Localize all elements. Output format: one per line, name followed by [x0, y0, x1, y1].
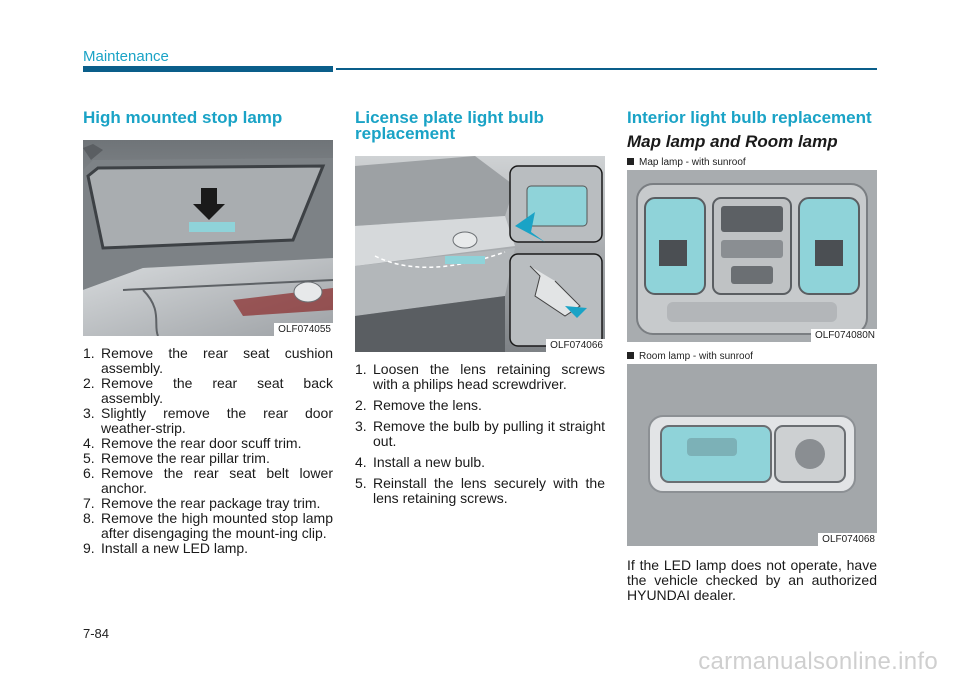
page-number: 7-84	[83, 626, 110, 641]
map-lamp-figure	[627, 170, 877, 342]
list-item: 7. Remove the rear package tray trim.	[83, 495, 321, 511]
stop-lamp-illustration	[83, 140, 333, 336]
license-lamp-figure	[355, 156, 605, 352]
map-lamp-illustration	[627, 170, 877, 342]
room-lamp-illustration	[627, 364, 877, 546]
watermark: carmanualsonline.info	[698, 648, 938, 675]
list-item: 5. Remove the rear pillar trim.	[83, 450, 270, 466]
list-item: 2. Remove the rear seat back assembly.	[83, 375, 333, 406]
middle-column	[355, 110, 605, 512]
interior-lamp-heading: Interior light bulb replacement	[627, 108, 872, 127]
map-lamp-caption: Map lamp - with sunroof	[627, 156, 877, 170]
list-item: 4. Install a new bulb.	[355, 454, 486, 470]
list-item: 2. Remove the lens.	[355, 397, 482, 413]
license-lamp-illustration	[355, 156, 605, 352]
list-item: 8. Remove the high mounted stop lamp after disengaging the mount-ing clip.	[83, 510, 333, 541]
license-lamp-figure-code: OLF074066	[546, 339, 605, 352]
list-item: 1. Loosen the lens retaining screws with a philips head screwdriver.	[355, 361, 605, 392]
led-note: If the LED lamp does not operate, have the vehicle checked by an authorized HYUNDAI dealer.	[627, 557, 877, 603]
license-lamp-steps	[355, 362, 605, 506]
right-column	[627, 110, 877, 603]
list-item: 3. Remove the bulb by pulling it straight out.	[355, 418, 605, 449]
room-lamp-caption: Room lamp - with sunroof	[627, 350, 877, 364]
header-rule-light	[336, 68, 877, 70]
list-item: 3. Slightly remove the rear door weather-strip.	[83, 405, 333, 436]
stop-lamp-heading: High mounted stop lamp	[83, 108, 283, 127]
map-lamp-figure-code: OLF074080N	[811, 329, 877, 342]
square-bullet-icon	[627, 352, 634, 359]
list-item: 4. Remove the rear door scuff trim.	[83, 435, 302, 451]
license-lamp-heading: License plate light bulb replacement	[355, 108, 544, 143]
list-item: 5. Reinstall the lens securely with the lens retaining screws.	[355, 475, 605, 506]
square-bullet-icon	[627, 158, 634, 165]
stop-lamp-steps	[83, 346, 333, 556]
header-rule-dark	[83, 66, 333, 72]
stop-lamp-figure-code: OLF074055	[274, 323, 333, 336]
list-item: 6. Remove the rear seat belt lower anchor.	[83, 465, 333, 496]
list-item: 9. Install a new LED lamp.	[83, 540, 249, 556]
list-item: 1. Remove the rear seat cushion assembly.	[83, 345, 333, 376]
interior-lamp-subheading: Map lamp and Room lamp	[627, 132, 838, 151]
room-lamp-figure	[627, 364, 877, 546]
stop-lamp-figure	[83, 140, 333, 336]
room-lamp-figure-code: OLF074068	[818, 533, 877, 546]
left-column	[83, 110, 333, 556]
section-title: Maintenance	[83, 48, 169, 65]
